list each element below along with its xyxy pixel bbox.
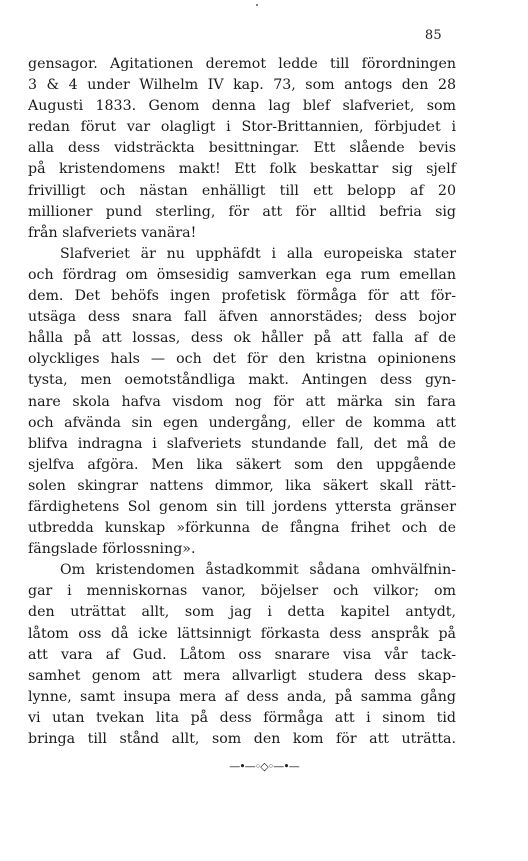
text-line: tysta, men oemotståndliga makt. Antingen dess gyn- bbox=[28, 372, 456, 389]
text-line: 3 & 4 under Wilhelm IV kap. 73, som antogs den 28 bbox=[28, 77, 456, 94]
page-number: 85 bbox=[424, 28, 442, 43]
ornament-divider: —•—◦◇◦—•— bbox=[229, 760, 299, 773]
text-line: fängslade förlossning». bbox=[28, 541, 196, 558]
text-line: alla dess vidsträckta besittningar. Ett slående bevis bbox=[28, 140, 456, 157]
text-line: olyckliges hals — och det för den kristna opinionens bbox=[28, 351, 456, 368]
text-line: redan förut var olagligt i Stor-Brittannien, förbjudet i bbox=[28, 119, 456, 136]
text-line: på kristendomens makt! Ett folk beskattar sig sjelf bbox=[28, 161, 456, 178]
text-line: Augusti 1833. Genom denna lag blef slafveriet, som bbox=[28, 98, 456, 115]
text-line: att vara af Gud. Låtom oss snarare visa vår tack- bbox=[28, 646, 456, 663]
text-line: Slafveriet är nu upphäfdt i alla europeiska stater bbox=[60, 245, 456, 262]
text-line: samhet genom att mera allvarligt studera dess skap- bbox=[28, 667, 456, 684]
text-line: låtom oss då icke lättsinnigt förkasta dess anspråk på bbox=[28, 625, 456, 642]
text-line: och afvända sin egen undergång, eller de komma att bbox=[28, 414, 456, 431]
text-line: frivilligt och nästan enhälligt till ett belopp af 20 bbox=[28, 182, 456, 199]
text-line: sjelfva afgöra. Men lika säkert som den uppgående bbox=[28, 456, 456, 473]
text-line: den uträttat allt, som jag i detta kapitel antydt, bbox=[28, 604, 456, 621]
text-line: nare skola hafva visdom nog för att märka sin fara bbox=[28, 393, 456, 410]
text-line: gar i menniskornas vanor, böjelser och vilkor; om bbox=[28, 583, 456, 600]
text-line: bringa till stånd allt, som den kom för att uträtta. bbox=[28, 731, 456, 747]
text-line: Om kristendomen åstadkommit sådana omhvälfnin- bbox=[60, 562, 456, 579]
text-line: millioner pund sterling, för att för alltid befria sig bbox=[28, 203, 456, 220]
text-line: från slafveriets vanära! bbox=[28, 224, 197, 241]
text-line: utbredda kunskap »förkunna de fångna frihet och de bbox=[28, 520, 456, 537]
print-speck bbox=[256, 4, 258, 6]
text-line: gensagor. Agitationen deremot ledde till förordningen bbox=[28, 56, 456, 72]
text-line: hålla på att lossas, dess ok håller på att falla af de bbox=[28, 330, 456, 347]
body-text bbox=[28, 54, 456, 750]
text-line: blifva indragna i slafveriets stundande fall, det må de bbox=[28, 435, 456, 452]
text-line: utsäga dess snara fall äfven annorstädes; dess bojor bbox=[28, 309, 456, 326]
text-line: vi utan tvekan lita på dess förmåga att i sinom tid bbox=[28, 709, 456, 726]
text-line: färdighetens Sol genom sin till jordens yttersta gränser bbox=[28, 498, 456, 515]
text-line: lynne, samt insupa mera af dess anda, på samma gång bbox=[28, 688, 456, 705]
text-line: solen skingrar nattens dimmor, lika säkert skall rätt- bbox=[28, 477, 456, 494]
text-line: och fördrag om ömsesidig samverkan ega rum emellan bbox=[28, 266, 456, 283]
text-line: dem. Det behöfs ingen profetisk förmåga för att för- bbox=[28, 288, 456, 305]
